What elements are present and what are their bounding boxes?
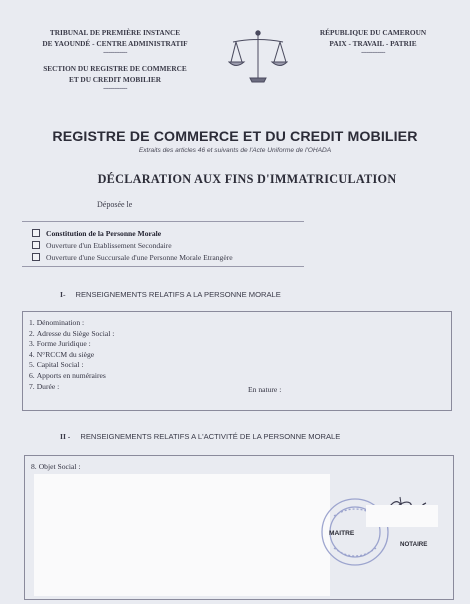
deposee-label: Déposée le: [97, 200, 133, 209]
notaire-label: NOTAIRE: [400, 541, 428, 548]
checkbox-constitution[interactable]: [32, 229, 40, 237]
section-1-number: I-: [60, 290, 66, 299]
field-apports-numeraires[interactable]: 6. Apports en numéraires: [29, 370, 106, 380]
option-etablissement-secondaire[interactable]: [22, 239, 304, 251]
section-1-title: [60, 290, 281, 299]
header-right-block: [298, 28, 448, 56]
section-2-heading: RENSEIGNEMENTS RELATIFS A L'ACTIVITÉ DE LA PERSONNE MORALE: [80, 432, 341, 441]
field-forme-juridique[interactable]: 3. Forme Juridique :: [29, 339, 91, 349]
section-1-heading: RENSEIGNEMENTS RELATIFS A LA PERSONNE MORALE: [75, 290, 281, 299]
header-right-dashes: -------------: [361, 48, 385, 57]
form-title: REGISTRE DE COMMERCE ET DU CREDIT MOBILIER: [52, 129, 418, 145]
registry-section-line-1: SECTION DU REGISTRE DE COMMERCE: [43, 64, 187, 74]
form-subtitle: Extraits des articles 46 et suivants de l'Acte Uniforme de l'OHADA: [138, 147, 332, 154]
court-name-line-2: DE YAOUNDÉ - CENTRE ADMINISTRATIF: [42, 38, 188, 48]
country-name: RÉPUBLIQUE DU CAMEROUN: [319, 28, 427, 37]
header-left-block: [26, 28, 204, 92]
field-objet-social[interactable]: 8. Objet Social :: [31, 462, 81, 471]
section-2-number: II -: [60, 432, 71, 441]
field-capital-social[interactable]: 5. Capital Social :: [29, 360, 84, 370]
option-constitution-label: Constitution de la Personne Morale: [46, 228, 162, 238]
checkbox-succursale[interactable]: [32, 253, 40, 261]
section-2-title: [60, 432, 340, 441]
redacted-notary-name: [366, 505, 438, 527]
country-motto: PAIX - TRAVAIL - PATRIE: [329, 38, 417, 48]
redacted-area-objet-social: [34, 474, 330, 596]
registry-section-line-2: ET DU CREDIT MOBILIER: [69, 74, 161, 84]
field-duree[interactable]: 7. Durée :: [29, 381, 60, 391]
header-left-dashes-2: -------------: [103, 84, 127, 93]
maitre-label: MAITRE: [329, 530, 355, 537]
option-succursale[interactable]: [22, 251, 304, 263]
declaration-title: DÉCLARATION AUX FINS D'IMMATRICULATION: [97, 172, 397, 186]
field-apports-nature[interactable]: En nature :: [248, 385, 282, 394]
header-left-dashes: -------------: [103, 48, 127, 57]
field-rccm-siege[interactable]: 4. N°RCCM du siège: [29, 349, 95, 359]
field-adresse-siege[interactable]: 2. Adresse du Siège Social :: [29, 328, 115, 338]
section-1-frame: [22, 311, 452, 411]
registration-type-options: [22, 221, 304, 267]
option-constitution[interactable]: [22, 227, 304, 239]
checkbox-etablissement-secondaire[interactable]: [32, 241, 40, 249]
field-denomination[interactable]: 1. Dénomination :: [29, 318, 85, 327]
option-succursale-label: Ouverture d'une Succursale d'une Personne Morale Etrangère: [46, 252, 233, 262]
scales-of-justice-icon: [228, 28, 288, 86]
court-name-line-1: TRIBUNAL DE PREMIÈRE INSTANCE: [49, 28, 181, 37]
option-etablissement-secondaire-label: Ouverture d'un Etablissement Secondaire: [46, 240, 172, 250]
